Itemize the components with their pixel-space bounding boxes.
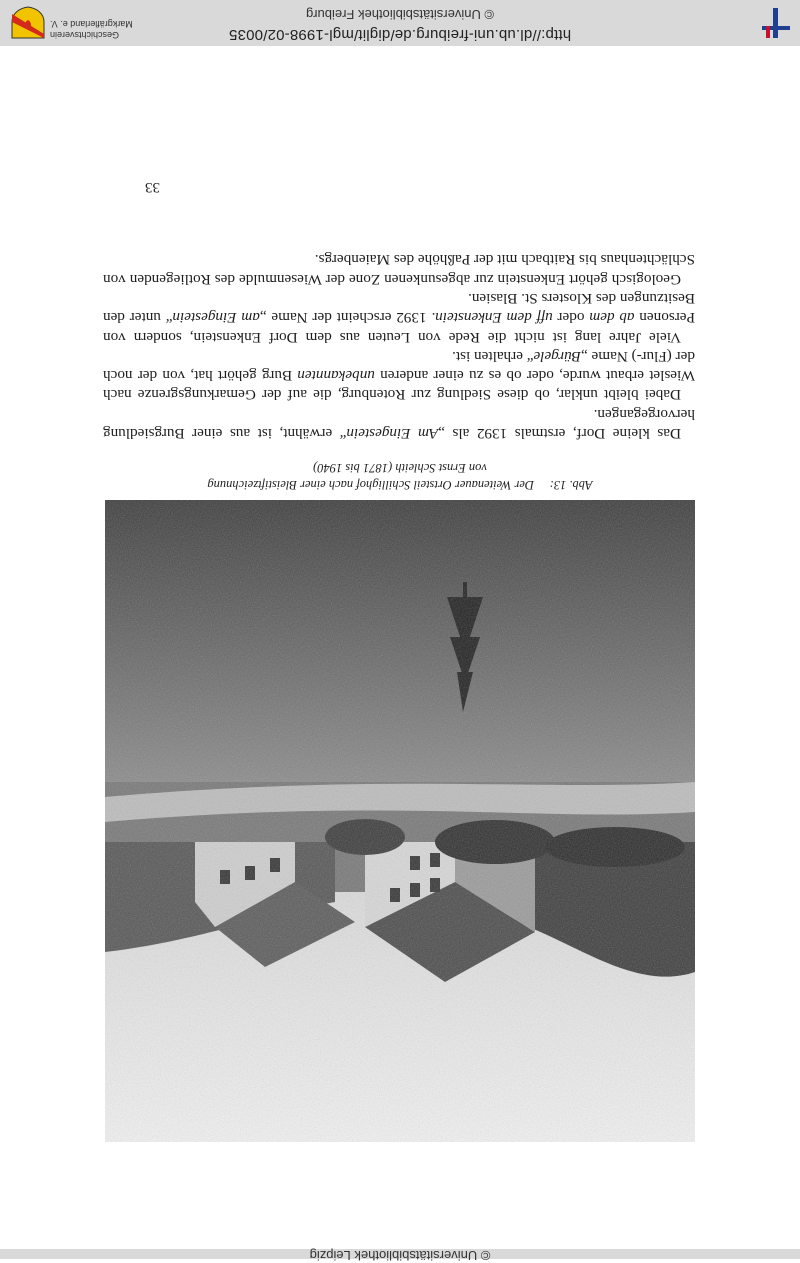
association-region: Markgräflerland e. V. bbox=[50, 19, 133, 29]
text-run: “ erhalten ist. bbox=[452, 347, 534, 365]
text-run: Das kleine Dorf, erstmals 1392 als „ bbox=[438, 425, 681, 442]
italic-text-run: unbekannten bbox=[297, 367, 375, 385]
figure-caption-line-1 bbox=[105, 477, 695, 492]
figure-caption-title: Der Weitenauer Ortsteil Schillighof nach einer Bleistiftzeichnung bbox=[207, 478, 534, 492]
figure-label: Abb. 13: bbox=[549, 478, 593, 492]
farmhouse-drawing-image bbox=[105, 500, 695, 1142]
page-number: 33 bbox=[145, 179, 160, 195]
paragraph-1 bbox=[103, 404, 695, 443]
text-run: Dabei bleibt unklar, ob diese Siedlung zur Rotenburg, die auf der Gemarkungsgrenze nach Wieslet erbaut wurde, oder ob es zu einer anderen bbox=[103, 367, 695, 404]
footer-bar bbox=[0, 0, 800, 46]
previous-footer-copyright: © Universitätsbibliothek Leipzig bbox=[309, 1248, 491, 1263]
text-run: oder bbox=[552, 309, 590, 327]
paragraph-2 bbox=[103, 347, 695, 405]
association-name-block bbox=[50, 18, 150, 40]
text-run: Burg gehört hat, von der noch der (Flur-) Name „ bbox=[103, 347, 695, 385]
text-run: “ unter den Besitzungen des Klosters St. Blasien. bbox=[103, 289, 695, 327]
previous-page-footer-strip bbox=[0, 1248, 800, 1263]
footer-copyright: © Universitätsbibliothek Freiburg bbox=[305, 7, 495, 22]
body-text bbox=[103, 250, 695, 443]
association-name: Geschichtsverein bbox=[50, 30, 120, 40]
italic-text-run: am Eingestein bbox=[172, 309, 260, 327]
source-url-link[interactable]: http://dl.ub.uni-freiburg.de/diglit/mgl-1998-02/0035 bbox=[228, 26, 572, 43]
text-run: 1392 erscheint der Name „ bbox=[259, 309, 432, 327]
text-run: Geologisch gehört Enkenstein zur abgesunkenen Zone der Wiesenmulde des Rotliegenden von Schlächtenhaus bis Raitbach mit der Paßhöhe des Maienbergs. bbox=[103, 251, 695, 288]
text-run: “ erwähnt, ist aus einer Burgsiedlung hervorgegangen. bbox=[103, 405, 695, 442]
figure-caption-line-2: von Ernst Schleith (1871 bis 1940) bbox=[313, 461, 487, 475]
paragraph-4 bbox=[103, 250, 695, 289]
italic-text-run: Bürgele bbox=[533, 347, 582, 365]
italic-text-run: ab dem bbox=[589, 309, 635, 327]
italic-text-run: Am Eingestein bbox=[346, 425, 439, 442]
italic-text-run: uff dem Enkenstein. bbox=[431, 309, 553, 327]
scanned-illustration bbox=[105, 500, 695, 1142]
coat-of-arms-icon bbox=[8, 6, 48, 40]
paragraph-3 bbox=[103, 289, 695, 347]
text-run: Viele Jahre lang ist nicht die Rede von Leuten aus dem Dorf Enkenstein, sondern von Personen bbox=[103, 309, 695, 346]
